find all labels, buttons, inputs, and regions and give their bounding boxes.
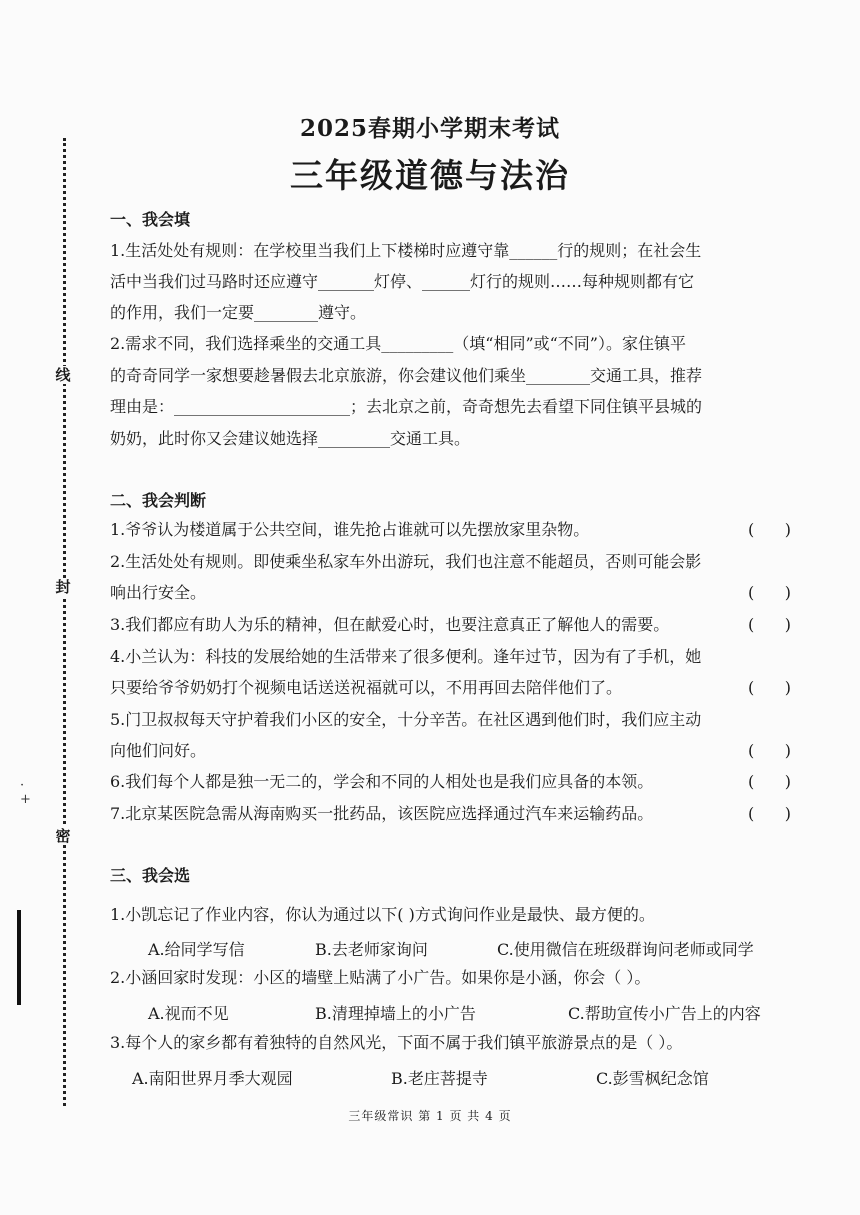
choice-option-a: A.给同学写信 — [148, 940, 245, 959]
scan-mark: · — [20, 778, 25, 793]
choice-option-b: B.去老师家询问 — [315, 940, 428, 959]
answer-bracket: ( ) — [748, 741, 791, 760]
choice-question-2: 2.小涵回家时发现：小区的墙壁上贴满了小广告。如果你是小涵，你会（ ）。 — [110, 968, 651, 987]
subject-title: 三年级道德与法治 — [290, 156, 570, 195]
judge-question-4-cont: 只要给爷爷奶奶打个视频电话送送祝福就可以，不用再回去陪伴他们了。 — [110, 678, 623, 697]
binding-label-seal: 封 — [52, 578, 74, 596]
choice-option-b: B.清理掉墙上的小广告 — [315, 1004, 476, 1023]
judge-question-4: 4.小兰认为：科技的发展给她的生活带来了很多便利。逢年过节，因为有了手机，她 — [110, 647, 702, 666]
fill-line: 理由是：______________________；去北京之前，奇奇想先去看望下同住镇平县城的 — [110, 397, 703, 416]
judge-question-2: 2.生活处处有规则。即使乘坐私家车外出游玩，我们也注意不能超员，否则可能会影 — [110, 552, 702, 571]
choice-option-c: C.彭雪枫纪念馆 — [596, 1069, 709, 1088]
judge-question-3: 3.我们都应有助人为乐的精神，但在献爱心时，也要注意真正了解他人的需要。 — [110, 615, 670, 634]
judge-question-2-cont: 响出行安全。 — [110, 583, 207, 602]
answer-bracket: ( ) — [748, 804, 791, 823]
judge-question-6: 6.我们每个人都是独一无二的，学会和不同的人相处也是我们应具备的本领。 — [110, 772, 654, 791]
choice-option-b: B.老庄菩提寺 — [391, 1069, 488, 1088]
choice-question-1: 1.小凯忘记了作业内容，你认为通过以下( )方式询问作业是最快、最方便的。 — [110, 905, 655, 924]
judge-question-5: 5.门卫叔叔每天守护着我们小区的安全，十分辛苦。在社区遇到他们时，我们应主动 — [110, 710, 702, 729]
section-2-title: 二、我会判断 — [110, 491, 207, 510]
fill-line: 奶奶，此时你又会建议她选择_________交通工具。 — [110, 429, 471, 448]
judge-question-1: 1.爷爷认为楼道属于公共空间，谁先抢占谁就可以先摆放家里杂物。 — [110, 520, 590, 539]
answer-bracket: ( ) — [748, 678, 791, 697]
scan-edge-bar — [17, 910, 21, 1005]
judge-question-5-cont: 向他们问好。 — [110, 741, 207, 760]
choice-option-c: C.使用微信在班级群询问老师或同学 — [497, 940, 754, 959]
binding-label-line: 线 — [52, 366, 74, 384]
answer-bracket: ( ) — [748, 520, 791, 539]
section-3-title: 三、我会选 — [110, 866, 191, 885]
fill-line: 2.需求不同，我们选择乘坐的交通工具_________（填“相同”或“不同”）。家住镇平 — [110, 334, 686, 353]
answer-bracket: ( ) — [748, 772, 791, 791]
judge-question-7: 7.北京某医院急需从海南购买一批药品，该医院应选择通过汽车来运输药品。 — [110, 804, 654, 823]
fill-line: 1.生活处处有规则：在学校里当我们上下楼梯时应遵守靠______行的规则；在社会生 — [110, 241, 702, 260]
section-1-title: 一、我会填 — [110, 210, 191, 229]
choice-question-3: 3.每个人的家乡都有着独特的自然风光，下面不属于我们镇平旅游景点的是（ ）。 — [110, 1033, 683, 1052]
scan-mark: + — [20, 792, 31, 807]
binding-dotted-line — [63, 138, 66, 1106]
page-footer: 三年级常识 第 1 页 共 4 页 — [348, 1109, 512, 1123]
choice-option-a: A.视而不见 — [148, 1004, 229, 1023]
answer-bracket: ( ) — [748, 583, 791, 602]
fill-line: 的奇奇同学一家想要趁暑假去北京旅游，你会建议他们乘坐________交通工具，推荐 — [110, 366, 703, 385]
fill-line: 活中当我们过马路时还应遵守_______灯停、______灯行的规则……每种规则都有它 — [110, 272, 695, 291]
choice-option-c: C.帮助宣传小广告上的内容 — [568, 1004, 761, 1023]
exam-title: 2025春期小学期末考试 — [299, 115, 560, 142]
fill-line: 的作用，我们一定要________遵守。 — [110, 303, 367, 322]
answer-bracket: ( ) — [748, 615, 791, 634]
binding-label-secret: 密 — [52, 827, 74, 845]
choice-option-a: A.南阳世界月季大观园 — [132, 1069, 293, 1088]
